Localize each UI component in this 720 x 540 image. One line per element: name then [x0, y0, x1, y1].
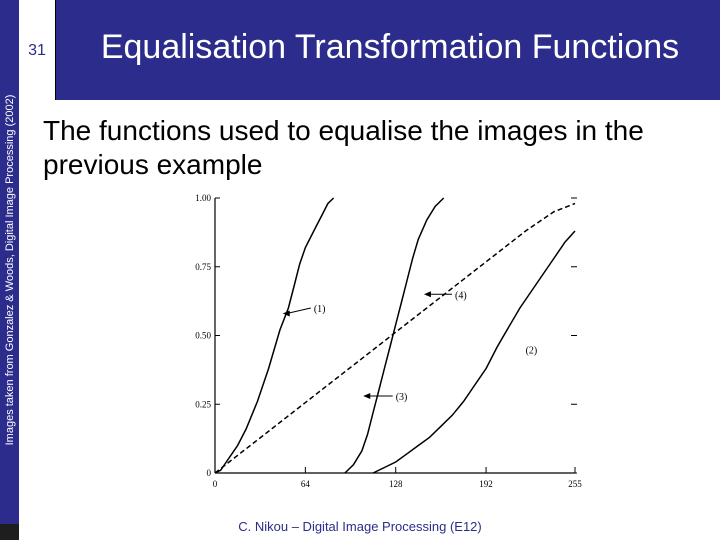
annotation-arrowhead: [424, 291, 431, 297]
y-tick-label: 1.00: [195, 193, 211, 203]
annotation-label: (1): [313, 304, 326, 315]
slide-title: Equalisation Transformation Functions: [100, 28, 680, 66]
annotation-label: (4): [455, 290, 467, 302]
y-tick-label: 0.25: [195, 399, 211, 410]
series-line-2: [373, 231, 575, 473]
annotation-arrow: [287, 308, 311, 314]
series-line-4: [215, 204, 575, 474]
x-tick-label: 128: [388, 479, 403, 489]
y-tick-label: 0.50: [195, 330, 211, 341]
annotation-label: (3): [395, 392, 408, 403]
x-tick-label: 0: [212, 479, 218, 489]
x-tick-label: 255: [568, 479, 582, 489]
slide-number: 31: [28, 42, 46, 59]
y-tick-label: 0.75: [195, 261, 211, 272]
transformation-chart: [180, 188, 600, 498]
footer-credit: C. Nikou – Digital Image Processing (E12): [238, 519, 482, 534]
slide-subtitle: The functions used to equalise the images in the previous example: [43, 115, 644, 180]
series-line-1: [215, 198, 334, 473]
annotation-label: (2): [525, 345, 538, 357]
series-line-3: [345, 198, 444, 473]
sidebar-credit-text: Images taken from Gonzalez & Woods, Digital Image Processing (2002): [4, 94, 16, 446]
sidebar-credit: [0, 0, 19, 540]
logo-icon: [0, 524, 19, 540]
x-tick-label: 192: [479, 479, 493, 489]
annotation-arrowhead: [363, 393, 370, 399]
x-tick-label: 64: [300, 479, 310, 489]
y-tick-label: 0: [206, 468, 211, 478]
